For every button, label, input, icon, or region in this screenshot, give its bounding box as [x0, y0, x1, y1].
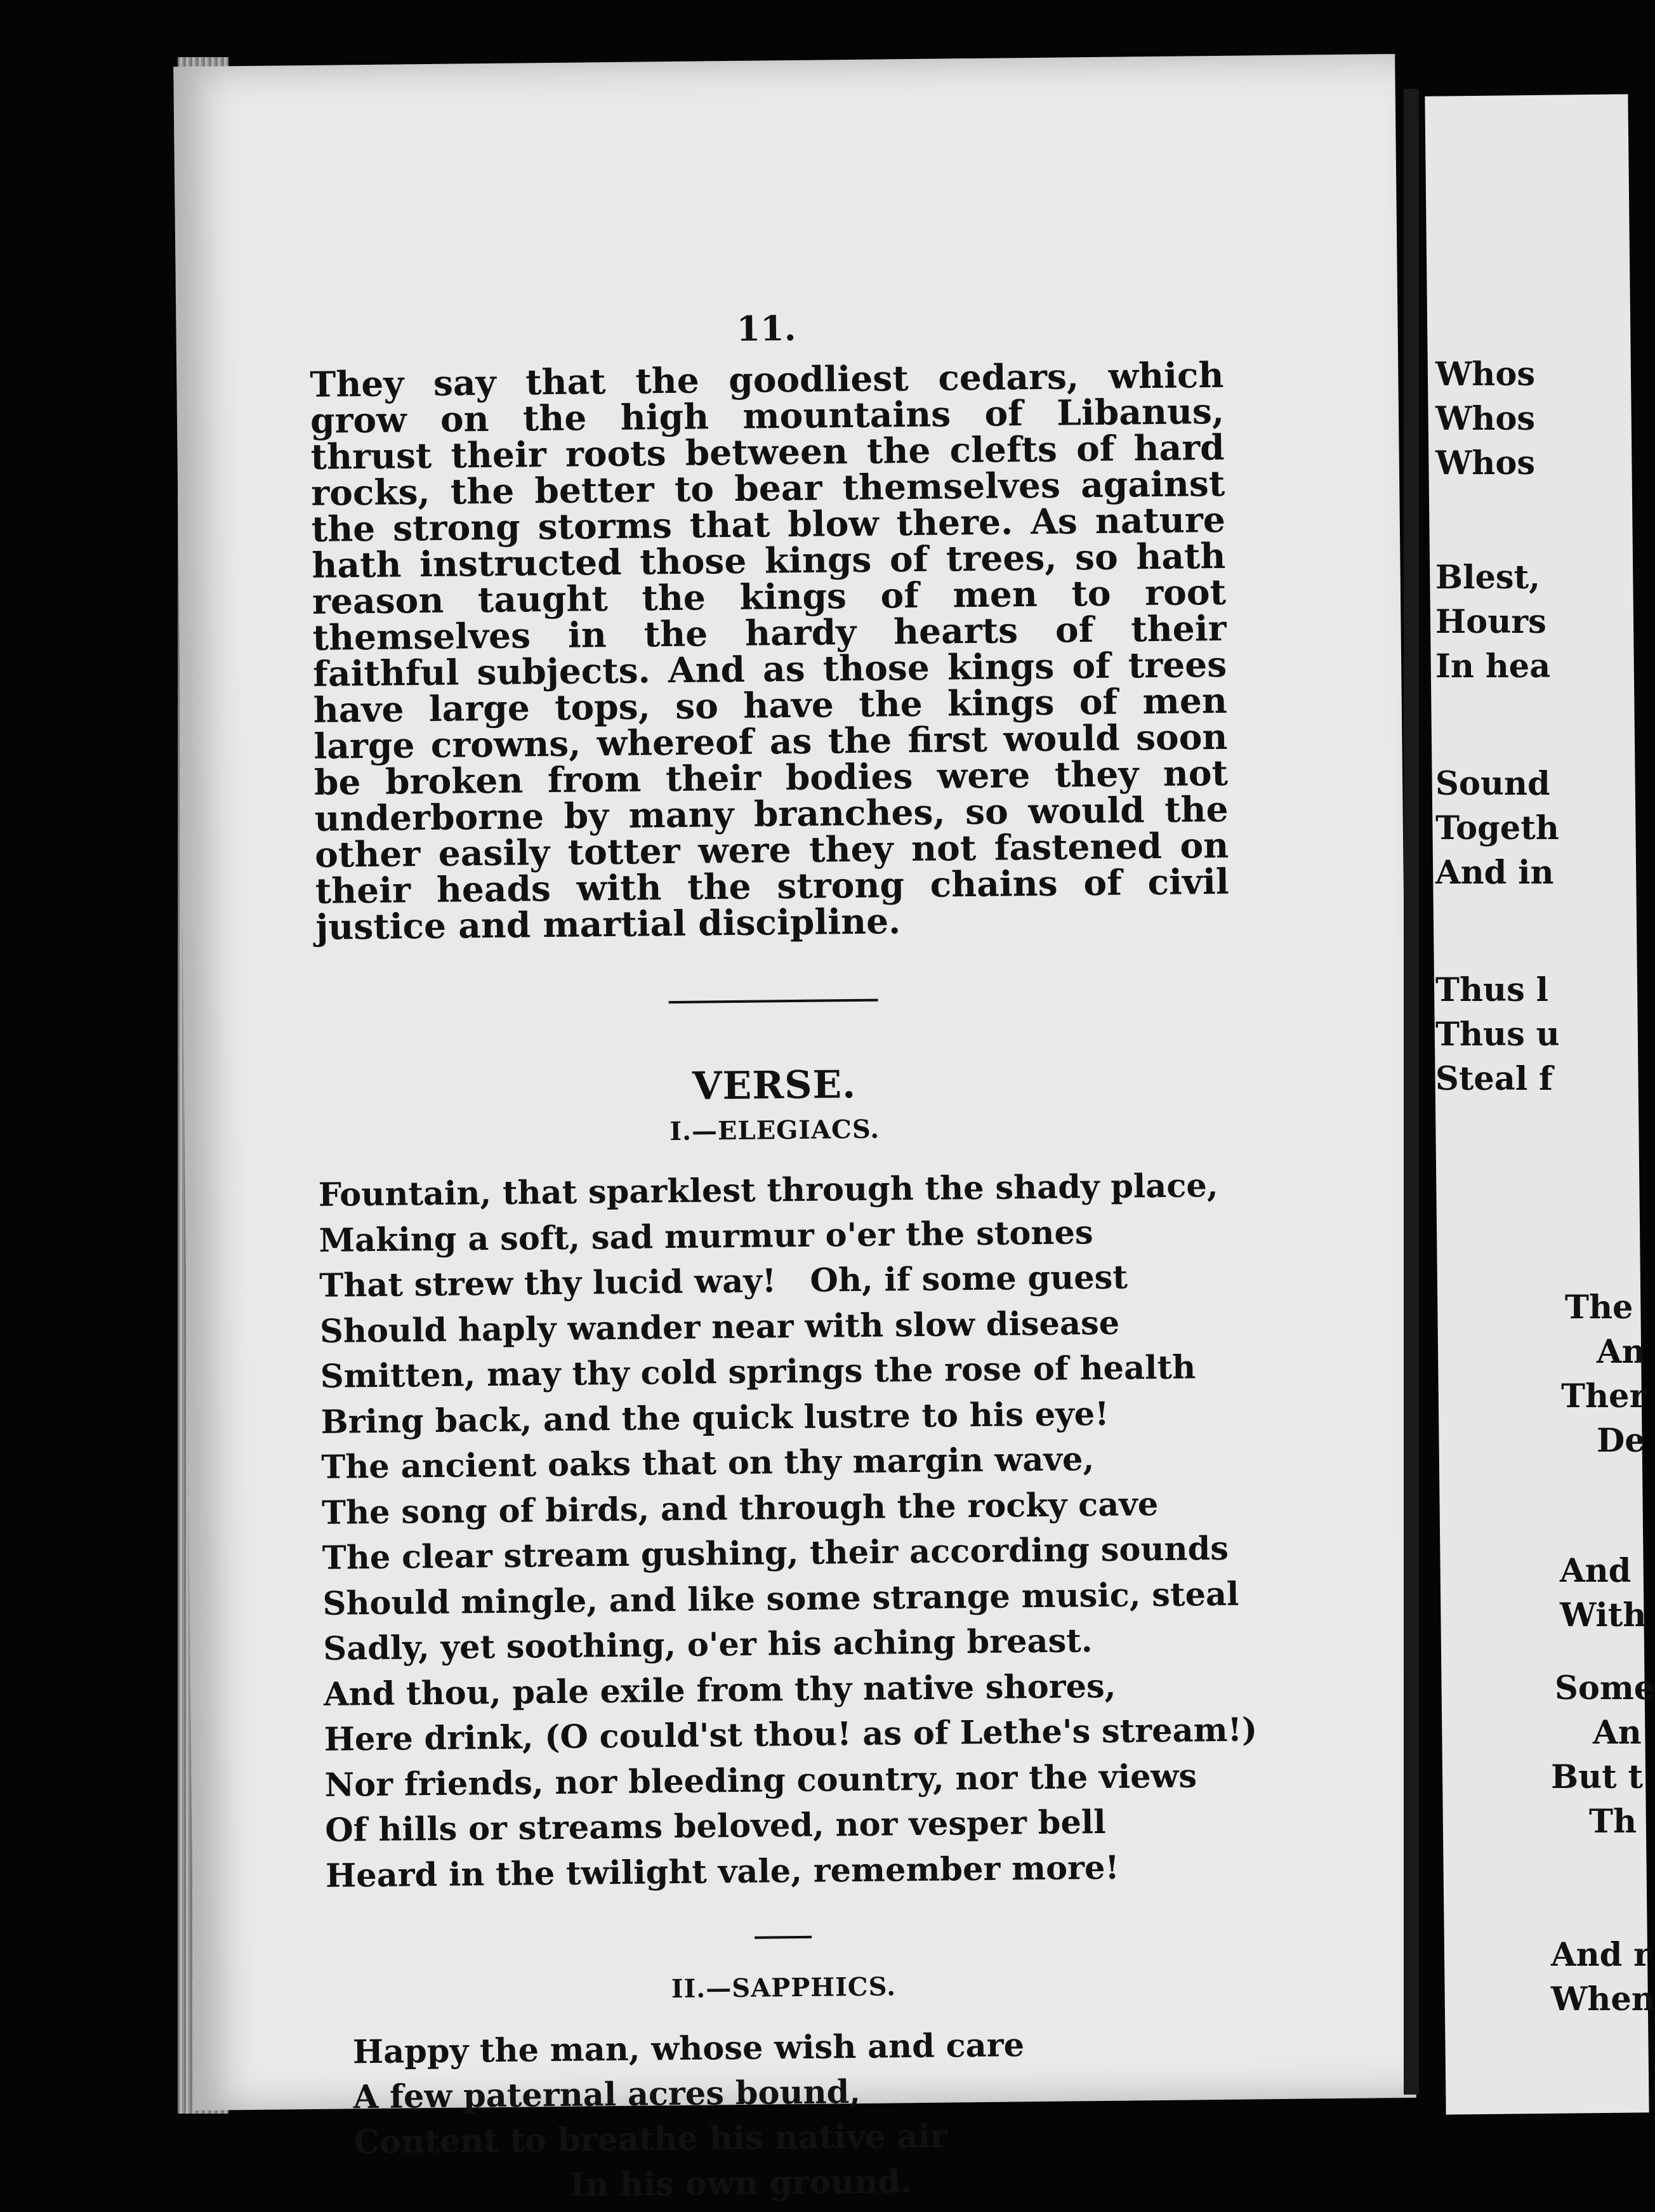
poem-line: Here drink, (O could'st thou! as of Lethe's stream!) [324, 1711, 1258, 1759]
facing-page-fragment: Thus u [1435, 1016, 1560, 1054]
poem-line: That strew thy lucid way! Oh, if some guest [319, 1258, 1128, 1305]
facing-page-fragment: And r [1551, 1936, 1651, 1974]
facing-page-fragment: An [1593, 1714, 1642, 1752]
poem-divider [755, 1936, 812, 1939]
facing-page-fragment: Hours [1435, 603, 1546, 641]
facing-page-fragment: Whos [1435, 400, 1536, 438]
facing-page-fragment: Whos [1435, 355, 1536, 394]
poem-line: Should mingle, and like some strange music, steal [322, 1575, 1239, 1623]
facing-page-fragment: De [1597, 1422, 1645, 1460]
facing-page-fragment: Thus l [1435, 971, 1548, 1009]
facing-page-fragment: Whos [1435, 444, 1536, 482]
facing-page-fragment: Ther [1561, 1377, 1647, 1415]
facing-page-fragment: Blest, [1435, 559, 1540, 597]
sapphics-poem [327, 2021, 1243, 2211]
section-divider [669, 999, 878, 1003]
elegiacs-poem [318, 1163, 1258, 1899]
facing-page-fragment: But t [1551, 1758, 1644, 1796]
poem-line: Bring back, and the quick lustre to his eye! [320, 1394, 1109, 1441]
facing-page-fragment: An [1597, 1333, 1645, 1371]
poem-line: In his own ground. [569, 2162, 912, 2204]
facing-page-fragment: With [1560, 1596, 1647, 1634]
poem-line: Content to breathe his native air [353, 2117, 948, 2162]
facing-page-fragment: Steal f [1435, 1060, 1553, 1098]
poem-line: The ancient oaks that on thy margin wave, [320, 1440, 1095, 1487]
poem-line: A few paternal acres bound, [353, 2073, 861, 2117]
poem-line: Nor friends, nor bleeding country, nor the views [324, 1756, 1197, 1805]
facing-page-fragment: Sound [1435, 765, 1550, 803]
poem-line: Happy the man, whose wish and care [352, 2026, 1025, 2072]
page-edge-shadow [1404, 89, 1419, 2095]
poem-line: The clear stream gushing, their according sounds [322, 1529, 1229, 1577]
poem-line: Sadly, yet soothing, o'er his aching breast. [322, 1622, 1093, 1668]
page-content [309, 303, 1258, 2211]
page-number: 11. [736, 307, 796, 349]
facing-page-fragment: And in [1435, 854, 1554, 892]
poem-line: The song of birds, and through the rocky cave [321, 1485, 1159, 1532]
poem-line: Of hills or streams beloved, nor vesper bell [324, 1803, 1106, 1850]
facing-page-fragment: When [1551, 1980, 1655, 2018]
elegiacs-title: I.—ELEGIACS. [669, 1114, 880, 1147]
facing-page-fragment: And [1560, 1552, 1632, 1590]
poem-line: Smitten, may thy cold springs the rose of health [320, 1348, 1196, 1396]
poem-line: Should haply wander near with slow disease [319, 1304, 1120, 1351]
facing-page-fragment: Th [1589, 1803, 1637, 1841]
poem-line: Fountain, that sparklest through the shady place, [318, 1167, 1218, 1214]
facing-page-fragment: Some [1555, 1669, 1655, 1707]
facing-page-fragment: Togeth [1435, 809, 1559, 847]
facing-page-fragment: The [1565, 1288, 1633, 1327]
poem-line: Heard in the twilight vale, remember more! [325, 1848, 1120, 1895]
poem-line: Making a soft, sad murmur o'er the stones [319, 1213, 1093, 1260]
prose-passage: They say that the goodliest cedars, which grow on the high mountains of Libanus, thrust their roots between the clefts of hard rocks, the better to bear themselves against the strong storms that blow there. As nature hath instructed those kings of trees, so hath reason taught the kings of men to root themselves in the hardy hearts of their faithful subjects. And as those kings of trees have large tops, so have the kings of men large crowns, whereof as the first would soon be broken from their bodies were they not underborne by many branches, so would the other easily totter were they not fastened on their heads with the strong chains of civil justice and martial discipline. [310, 354, 1230, 948]
verse-heading: VERSE. [692, 1062, 857, 1109]
book-page [173, 54, 1416, 2204]
sapphics-title: II.—SAPPHICS. [671, 1971, 897, 2004]
facing-page-fragment: In hea [1435, 647, 1551, 685]
poem-line: And thou, pale exile from thy native shores, [323, 1667, 1116, 1714]
